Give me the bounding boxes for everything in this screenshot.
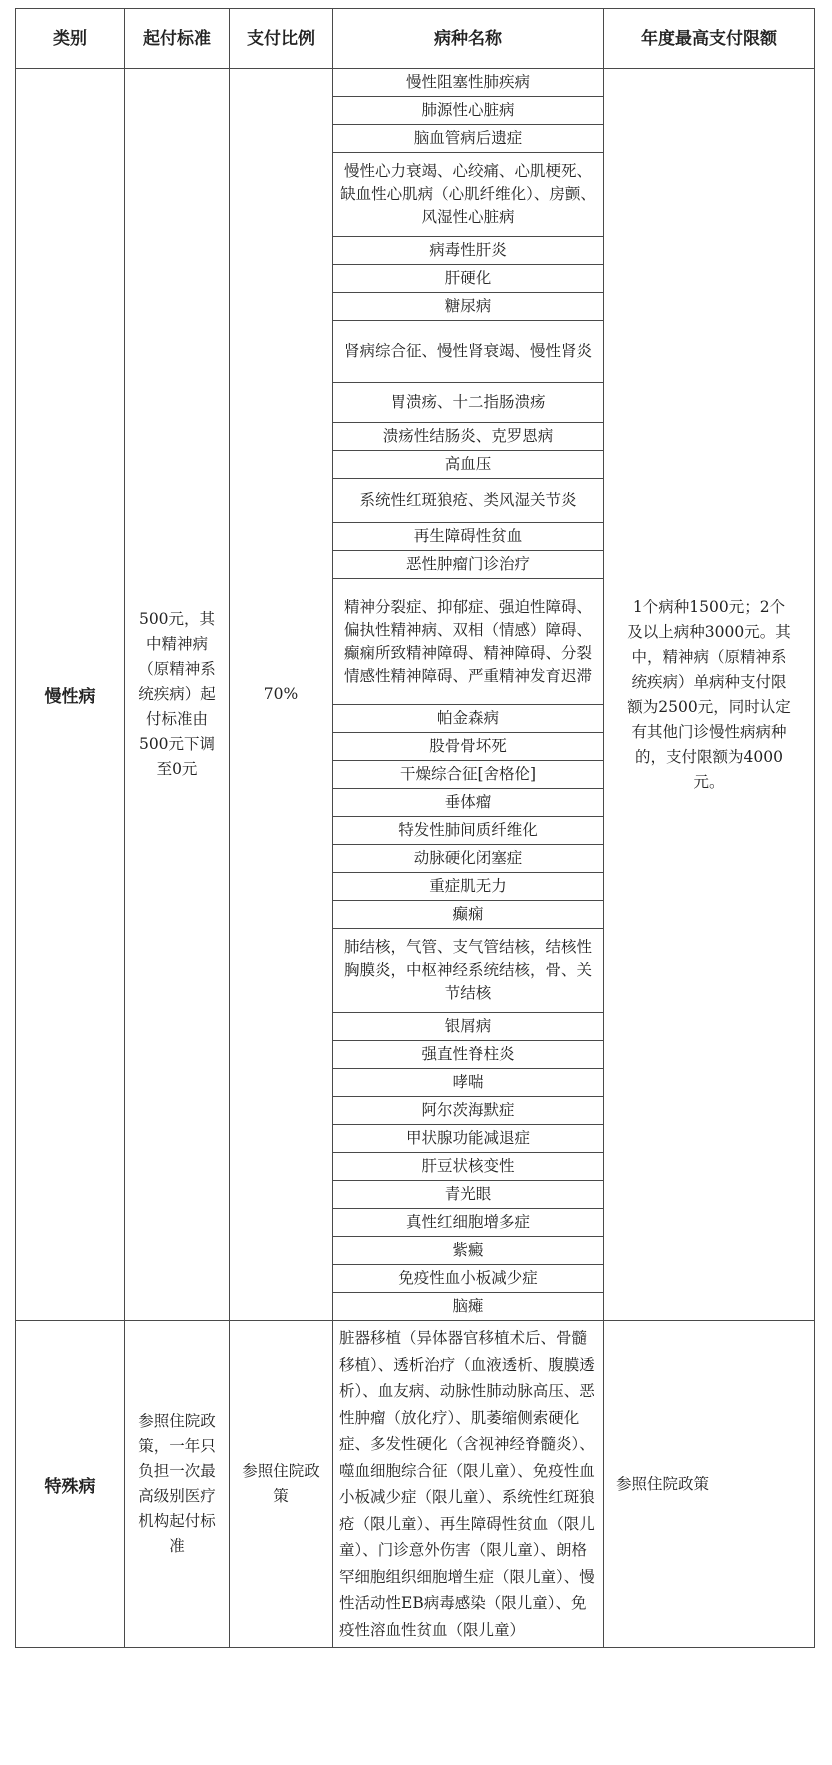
header-start-standard: 起付标准 xyxy=(125,9,230,69)
disease-cell: 重症肌无力 xyxy=(333,873,604,901)
disease-cell: 真性红细胞增多症 xyxy=(333,1209,604,1237)
disease-cell: 精神分裂症、抑郁症、强迫性障碍、偏执性精神病、双相（情感）障碍、癫痫所致精神障碍、精神障碍、分裂情感性精神障碍、严重精神发育迟滞 xyxy=(333,579,604,705)
disease-cell: 病毒性肝炎 xyxy=(333,237,604,265)
disease-cell: 再生障碍性贫血 xyxy=(333,523,604,551)
chronic-section xyxy=(16,69,815,1321)
disease-cell: 阿尔茨海默症 xyxy=(333,1097,604,1125)
disease-cell: 动脉硬化闭塞症 xyxy=(333,845,604,873)
header-payment-ratio: 支付比例 xyxy=(230,9,333,69)
header-disease-name: 病种名称 xyxy=(333,9,604,69)
chronic-start-standard-cell: 500元，其中精神病（原精神系统疾病）起付标准由500元下调至0元 xyxy=(125,69,230,1321)
special-payment-ratio-cell: 参照住院政策 xyxy=(230,1321,333,1648)
disease-cell: 免疫性血小板减少症 xyxy=(333,1265,604,1293)
disease-cell: 肺源性心脏病 xyxy=(333,97,604,125)
disease-cell: 股骨骨坏死 xyxy=(333,733,604,761)
disease-cell: 青光眼 xyxy=(333,1181,604,1209)
special-category-cell: 特殊病 xyxy=(16,1321,125,1648)
chronic-payment-ratio-cell: 70% xyxy=(230,69,333,1321)
disease-cell: 胃溃疡、十二指肠溃疡 xyxy=(333,383,604,423)
disease-cell: 肺结核，气管、支气管结核，结核性胸膜炎，中枢神经系统结核，骨、关节结核 xyxy=(333,929,604,1013)
disease-cell: 脑瘫 xyxy=(333,1293,604,1321)
disease-cell: 垂体瘤 xyxy=(333,789,604,817)
disease-cell: 慢性阻塞性肺疾病 xyxy=(333,69,604,97)
disease-cell: 慢性心力衰竭、心绞痛、心肌梗死、缺血性心肌病（心肌纤维化）、房颤、风湿性心脏病 xyxy=(333,153,604,237)
special-disease-list-cell: 脏器移植（异体器官移植术后、骨髓移植）、透析治疗（血液透析、腹膜透析）、血友病、动脉性肺动脉高压、恶性肿瘤（放化疗）、肌萎缩侧索硬化症、多发性硬化（含视神经脊髓炎）、噬血细胞综合征（限儿童）、免疫性血小板减少症（限儿童）、系统性红斑狼疮（限儿童）、再生障碍性贫血（限儿童）、门诊意外伤害（限儿童）、朗格罕细胞组织细胞增生症（限儿童）、慢性活动性EB病毒感染（限儿童）、免疫性溶血性贫血（限儿童） xyxy=(333,1321,604,1648)
chronic-disease-policy-table xyxy=(15,8,815,1648)
policy-table-container xyxy=(15,8,814,1753)
disease-cell: 干燥综合征[舍格伦] xyxy=(333,761,604,789)
disease-cell: 癫痫 xyxy=(333,901,604,929)
table-row xyxy=(16,69,815,97)
disease-cell: 哮喘 xyxy=(333,1069,604,1097)
disease-cell: 脑血管病后遗症 xyxy=(333,125,604,153)
special-annual-limit-cell: 参照住院政策 xyxy=(604,1321,815,1648)
disease-cell: 帕金森病 xyxy=(333,705,604,733)
special-section xyxy=(16,1321,815,1648)
disease-cell: 甲状腺功能减退症 xyxy=(333,1125,604,1153)
disease-cell: 肝豆状核变性 xyxy=(333,1153,604,1181)
disease-cell: 高血压 xyxy=(333,451,604,479)
disease-cell: 肝硬化 xyxy=(333,265,604,293)
disease-cell: 溃疡性结肠炎、克罗恩病 xyxy=(333,423,604,451)
disease-cell: 恶性肿瘤门诊治疗 xyxy=(333,551,604,579)
disease-cell: 系统性红斑狼疮、类风湿关节炎 xyxy=(333,479,604,523)
disease-cell: 糖尿病 xyxy=(333,293,604,321)
disease-cell: 银屑病 xyxy=(333,1013,604,1041)
disease-cell: 紫癜 xyxy=(333,1237,604,1265)
disease-cell: 肾病综合征、慢性肾衰竭、慢性肾炎 xyxy=(333,321,604,383)
table-row xyxy=(16,1321,815,1648)
chronic-category-cell: 慢性病 xyxy=(16,69,125,1321)
header-category: 类别 xyxy=(16,9,125,69)
disease-cell: 特发性肺间质纤维化 xyxy=(333,817,604,845)
header-annual-limit: 年度最高支付限额 xyxy=(604,9,815,69)
header-row xyxy=(16,9,815,69)
disease-cell: 强直性脊柱炎 xyxy=(333,1041,604,1069)
chronic-annual-limit-cell: 1个病种1500元；2个及以上病种3000元。其中，精神病（原精神系统疾病）单病种支付限额为2500元，同时认定有其他门诊慢性病病种的，支付限额为4000元。 xyxy=(604,69,815,1321)
special-start-standard-cell: 参照住院政策，一年只负担一次最高级别医疗机构起付标准 xyxy=(125,1321,230,1648)
